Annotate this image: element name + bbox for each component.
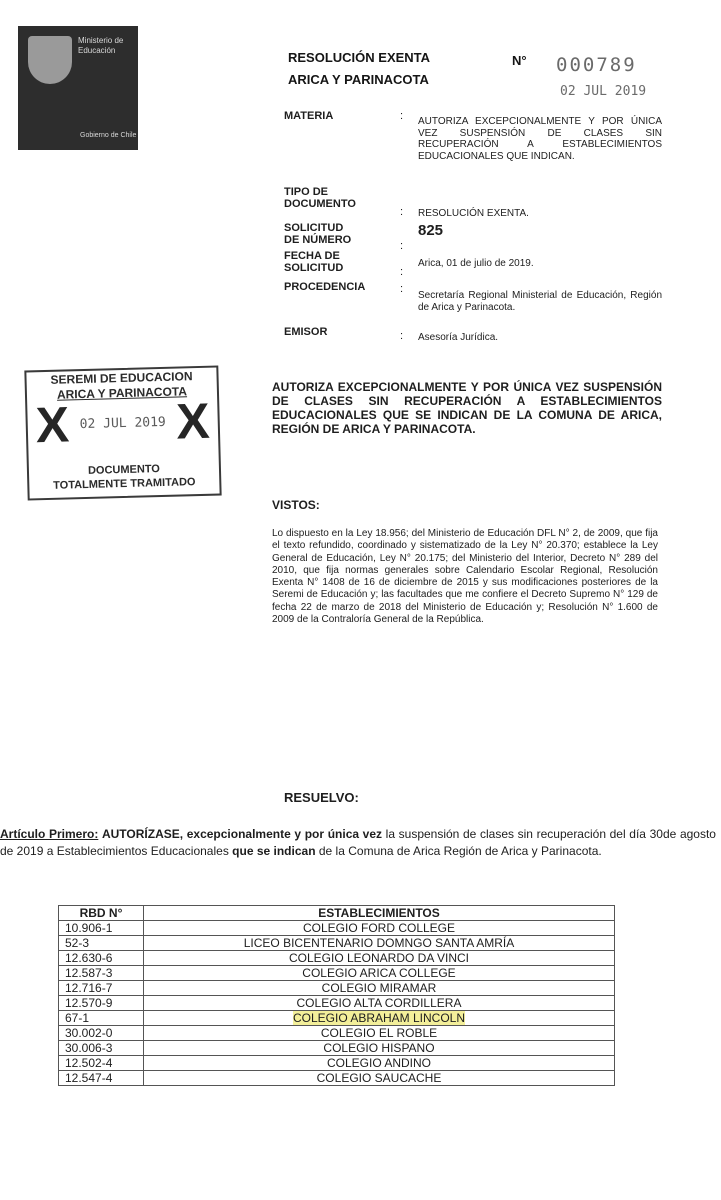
establishment-cell: COLEGIO FORD COLLEGE (144, 921, 615, 936)
doc-title-line1: RESOLUCIÓN EXENTA (288, 50, 431, 65)
article-text-1: la suspensión de clases sin recuperación del día 30de agosto de 2019 a Establecimientos Educacionales (0, 827, 716, 858)
table-row (59, 921, 615, 936)
rbd-cell: 12.587-3 (59, 966, 144, 981)
materia-value: AUTORIZA EXCEPCIONALMENTE Y POR ÚNICA VEZ SUSPENSIÓN DE CLASES SIN RECUPERACIÓN A ESTABLECIMIENTOS EDUCACIONALES QUE INDICAN. (418, 116, 662, 162)
tipo-label: TIPO DE DOCUMENTO (284, 186, 356, 210)
establishment-cell: COLEGIO ALTA CORDILLERA (144, 996, 615, 1011)
solicitud-value: 825 (418, 222, 444, 239)
resolution-summary-title: AUTORIZA EXCEPCIONALMENTE Y POR ÚNICA VEZ SUSPENSIÓN DE CLASES SIN RECUPERACIÓN A ESTABLECIMIENTOS EDUCACIONALES QUE SE INDICAN DE LA COMUNA DE ARICA, REGIÓN DE ARICA Y PARINACOTA. (272, 380, 662, 436)
table-row (59, 966, 615, 981)
establishment-cell: COLEGIO ARICA COLLEGE (144, 966, 615, 981)
materia-label: MATERIA (284, 110, 334, 122)
rbd-cell: 12.502-4 (59, 1056, 144, 1071)
fecha-colon: : (400, 266, 404, 278)
emisor-colon: : (400, 330, 404, 342)
stamp-x-right: X (175, 392, 211, 450)
processing-stamp: SEREMI DE EDUCACION ARICA Y PARINACOTA X 02 JUL 2019 X DOCUMENTO TOTALMENTE TRAMITADO (24, 365, 221, 500)
table-row (59, 936, 615, 951)
emisor-value: Asesoría Jurídica. (418, 332, 499, 343)
stamp-x-left: X (35, 396, 70, 454)
procedencia-value: Secretaría Regional Ministerial de Educación, Región de Arica y Parinacota. (418, 290, 662, 313)
vistos-text: Lo dispuesto en la Ley 18.956; del Ministerio de Educación DFL N° 2, de 2009, que fija el texto refundido, coordinado y sistematizado de la Ley N° 20.370; establece la Ley General de Educación, Ley N° 20.175; del Ministerio del Interior, Decreto N° 289 del 2010, que fija normas generales sobre Calendario Escolar Regional, Resolución Exenta N° 1408 de 16 de diciembre de 2015 y sus modificaciones posteriores de la Seremi de Educación y; las facultades que me confiere el Decreto Supremo N° 129 de fecha 22 de marzo de 2018 del Ministerio de Educación y; Resolución N° 1.600 de 2009 de la Contraloría General de la República. (272, 528, 658, 626)
resolution-date-stamp: 02 JUL 2019 (560, 84, 647, 99)
table-row (59, 951, 615, 966)
emisor-label: EMISOR (284, 326, 328, 338)
number-label: N° (512, 53, 527, 68)
doc-title-line2: ARICA Y PARINACOTA (288, 72, 429, 87)
rbd-cell: 67-1 (59, 1011, 144, 1026)
solicitud-colon: : (400, 240, 404, 252)
rbd-cell: 30.006-3 (59, 1041, 144, 1056)
coat-of-arms-icon (28, 36, 72, 84)
article-bold-2: que se indican (232, 844, 316, 858)
resolution-number: 000789 (556, 54, 637, 76)
fecha-label: FECHA DE SOLICITUD (284, 250, 344, 274)
rbd-cell: 12.716-7 (59, 981, 144, 996)
highlighted-name: COLEGIO ABRAHAM LINCOLN (292, 1011, 466, 1025)
rbd-cell: 10.906-1 (59, 921, 144, 936)
establishments-header: ESTABLECIMIENTOS (144, 906, 615, 921)
ministry-logo (18, 26, 138, 150)
materia-colon: : (400, 110, 404, 122)
establishment-cell: COLEGIO SAUCACHE (144, 1071, 615, 1086)
establishments-table (58, 905, 615, 1086)
tipo-colon: : (400, 206, 404, 218)
table-row-highlighted (59, 1011, 615, 1026)
table-header-row (59, 906, 615, 921)
establishment-cell: COLEGIO LEONARDO DA VINCI (144, 951, 615, 966)
establishment-cell: LICEO BICENTENARIO DOMNGO SANTA AMRÍA (144, 936, 615, 951)
article-text-2: de la Comuna de Arica Región de Arica y Parinacota. (318, 844, 602, 858)
rbd-cell: 12.570-9 (59, 996, 144, 1011)
table-row (59, 996, 615, 1011)
procedencia-label: PROCEDENCIA (284, 281, 366, 293)
table-row (59, 1026, 615, 1041)
vistos-heading: VISTOS: (272, 498, 320, 512)
rbd-cell: 52-3 (59, 936, 144, 951)
establishment-cell (144, 1011, 615, 1026)
establishment-cell: COLEGIO EL ROBLE (144, 1026, 615, 1041)
rbd-cell: 30.002-0 (59, 1026, 144, 1041)
logo-footer: Gobierno de Chile (80, 132, 137, 139)
resuelvo-heading: RESUELVO: (284, 790, 359, 805)
table-row (59, 1056, 615, 1071)
rbd-cell: 12.547-4 (59, 1071, 144, 1086)
fecha-value: Arica, 01 de julio de 2019. (418, 258, 534, 269)
solicitud-label: SOLICITUD DE NÚMERO (284, 222, 352, 246)
establishment-cell: COLEGIO MIRAMAR (144, 981, 615, 996)
establishment-cell: COLEGIO ANDINO (144, 1056, 615, 1071)
rbd-cell: 12.630-6 (59, 951, 144, 966)
article-bold-1: AUTORÍZASE, excepcionalmente y por única vez (101, 827, 383, 841)
rbd-header: RBD N° (59, 906, 144, 921)
procedencia-colon: : (400, 283, 404, 295)
article-label: Artículo Primero: (0, 827, 99, 841)
logo-text: Ministerio de Educación (78, 36, 124, 55)
table-row (59, 1041, 615, 1056)
tipo-value: RESOLUCIÓN EXENTA. (418, 208, 529, 219)
article-primero (0, 826, 716, 860)
stamp-date: 02 JUL 2019 (79, 414, 166, 433)
table-row (59, 1071, 615, 1086)
establishment-cell: COLEGIO HISPANO (144, 1041, 615, 1056)
table-row (59, 981, 615, 996)
